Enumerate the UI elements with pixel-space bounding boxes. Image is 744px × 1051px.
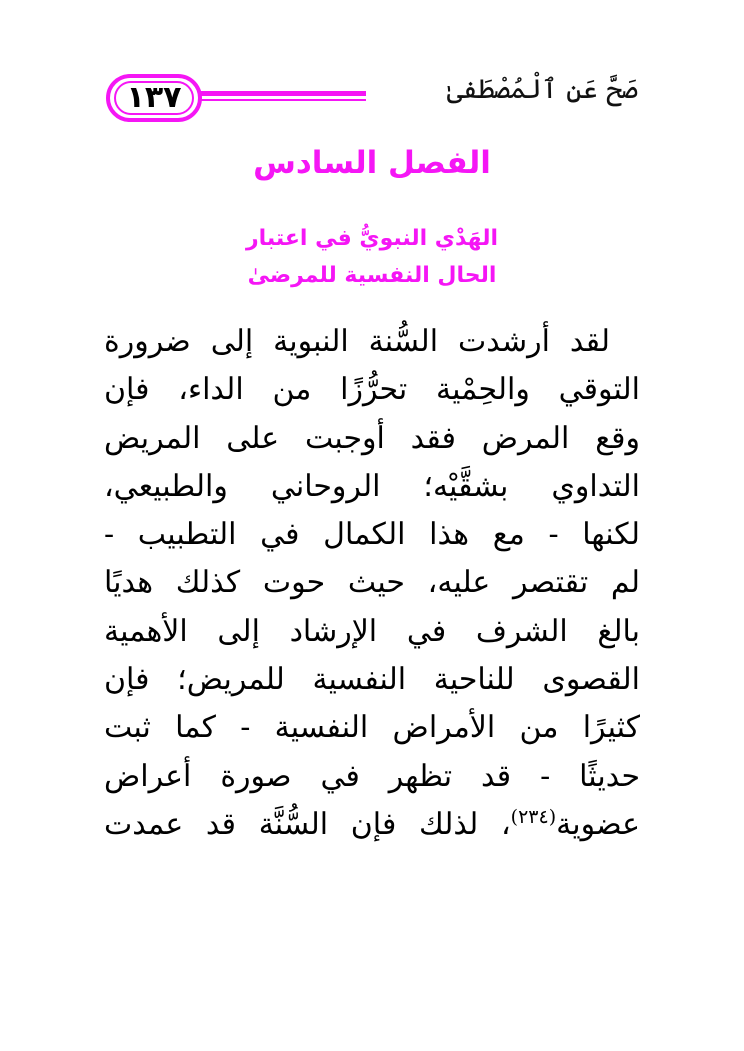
chapter-title: الفصل السادس [253,145,491,181]
body-line: التوقي والحِمْية تحرُّزًا من الداء، فإن [104,372,640,408]
body-line: كثيرًا من الأمراض النفسية - كما ثبت [104,710,640,746]
body-line: التداوي بشقَّيْه؛ الروحاني والطبيعي، [104,468,640,504]
body-line-last [104,801,640,849]
body-line-last-end: ، لذلك فإن السُّنَّة قد عمدت [104,806,511,842]
body-line-last-start: عضوية [556,806,640,842]
section-title-line-2: الحال النفسية للمرضىٰ [247,263,497,288]
body-line: وقع المرض فقد أوجبت على المريض [104,420,640,456]
page-number: ١٣٧ [126,80,182,115]
body-line: القصوى للناحية النفسية للمريض؛ فإن [104,662,640,698]
section-title-line-1: الهَدْي النبويُّ في اعتبار [245,226,498,251]
running-title: صَحَّ عَنِ ٱلْمُصْطَفىٰ [446,74,638,105]
body-paragraph [104,318,640,849]
body-line: حديثًا - قد تظهر في صورة أعراض [104,758,640,794]
body-line: لم تقتصر عليه، حيث حوت كذلك هديًا [104,565,640,601]
body-line: لكنها - مع هذا الكمال في التطبيب - [104,517,640,553]
body-line: بالغ الشرف في الإرشاد إلى الأهمية [104,613,640,649]
body-line: لقد أرشدت السُّنة النبوية إلى ضرورة [104,324,610,359]
footnote-reference[interactable]: (٢٣٤) [510,805,557,828]
header-rule [200,91,366,103]
page-number-badge [106,74,202,122]
